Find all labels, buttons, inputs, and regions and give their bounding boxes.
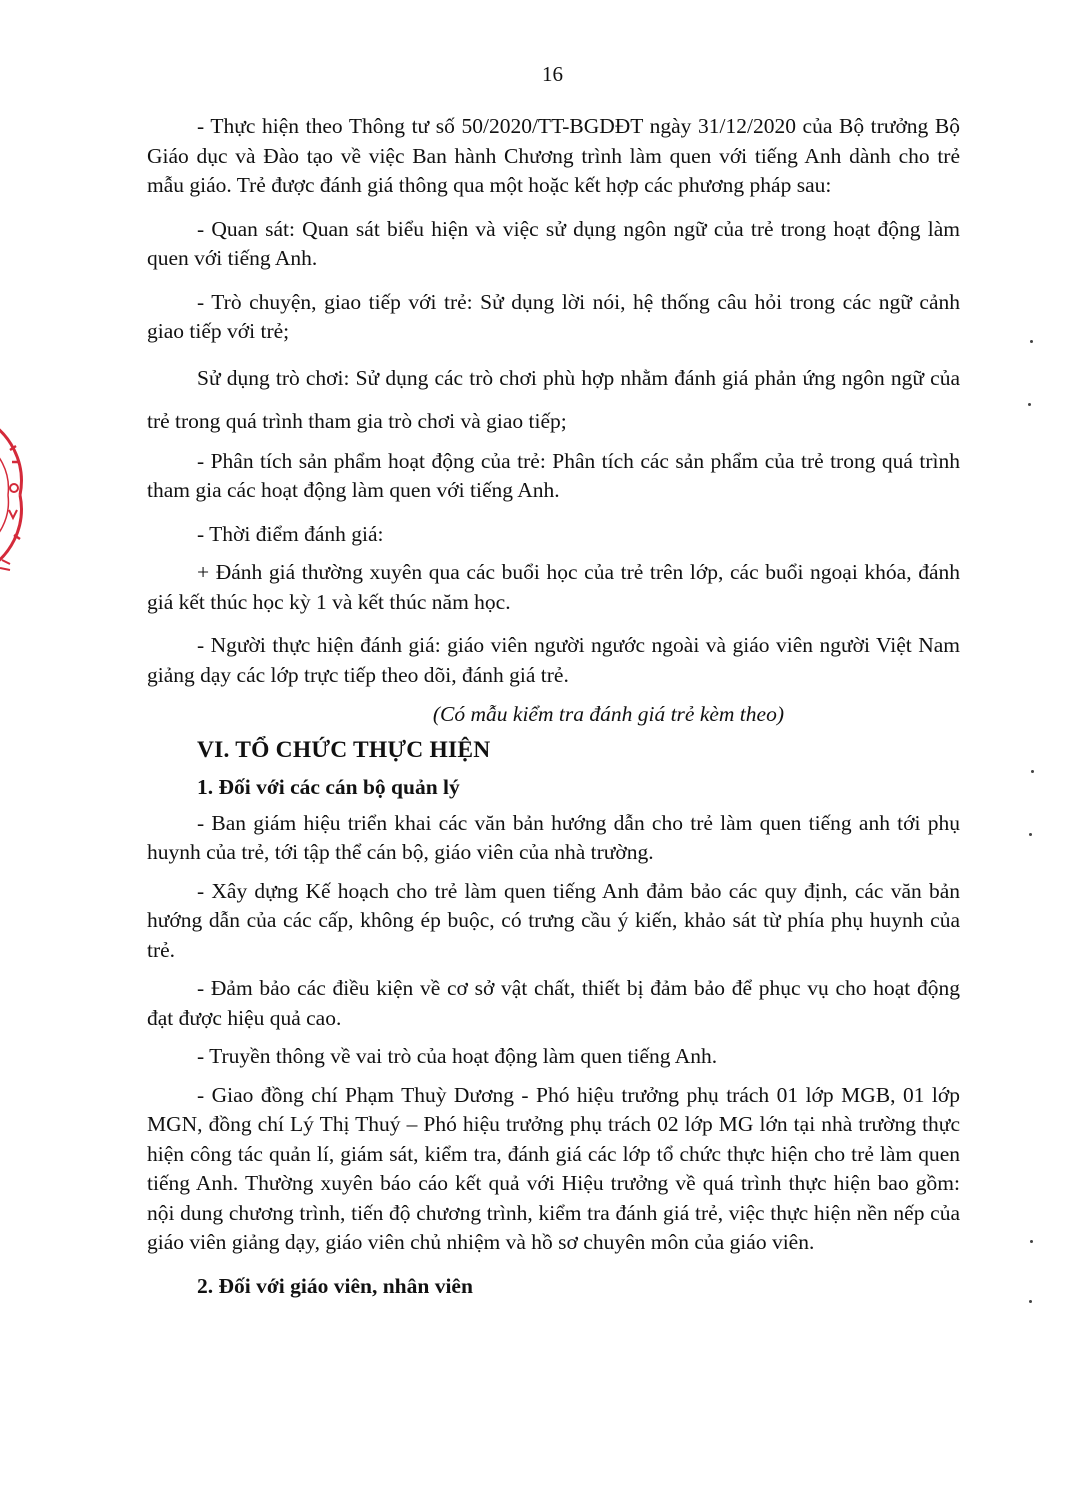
red-seal-stamp bbox=[0, 410, 24, 580]
paragraph-regular-assessment: + Đánh giá thường xuyên qua các buổi học của trẻ trên lớp, các buổi ngoại khóa, đánh giá kết thúc học kỳ 1 và kết thúc năm học. bbox=[147, 560, 960, 614]
document-body bbox=[147, 112, 960, 1307]
scan-speck bbox=[1031, 770, 1034, 773]
page-number: 16 bbox=[542, 62, 563, 86]
attachment-note: (Có mẫu kiểm tra đánh giá trẻ kèm theo) bbox=[432, 702, 784, 726]
paragraph-games: Sử dụng trò chơi: Sử dụng các trò chơi phù hợp nhằm đánh giá phản ứng ngôn ngữ của trẻ trong quá trình tham gia trò chơi và giao tiếp; bbox=[147, 365, 960, 433]
paragraph-assessment-time: - Thời điểm đánh giá: bbox=[197, 521, 384, 546]
scan-speck bbox=[1028, 403, 1031, 406]
subheading-managers: 1. Đối với các cán bộ quản lý bbox=[197, 775, 460, 799]
paragraph-assignment: - Giao đồng chí Phạm Thuỳ Dương - Phó hiệu trưởng phụ trách 01 lớp MGB, 01 lớp MGN, đồng chí Lý Thị Thuý – Phó hiệu trưởng phụ trách 02 lớp MG lớn tại nhà trường thực hiện công tác quản lí, giám sát, kiểm tra, đánh giá các lớp tổ chức thực hiện cho trẻ làm quen tiếng Anh. Thường xuyên báo cáo kết quả với Hiệu trưởng về quá trình thực hiện bao gồm: nội dung chương trình, tiến độ chương trình, kiểm tra đánh giá trẻ, việc thực hiện nền nếp của giáo viên giảng dạy, giáo viên chủ nhiệm và hồ sơ chuyên môn của giáo viên. bbox=[147, 1082, 960, 1254]
scan-speck bbox=[1030, 1240, 1033, 1243]
paragraph-build-plan: - Xây dựng Kế hoạch cho trẻ làm quen tiếng Anh đảm bảo các quy định, các văn bản hướng dẫn của các cấp, không ép buộc, có trưng cầu ý kiến, khảo sát từ phía phụ huynh của trẻ. bbox=[147, 878, 960, 962]
subheading-teachers-staff: 2. Đối với giáo viên, nhân viên bbox=[197, 1273, 473, 1298]
paragraph-communication: - Truyền thông về vai trò của hoạt động làm quen tiếng Anh. bbox=[197, 1044, 718, 1068]
paragraph-observation: - Quan sát: Quan sát biểu hiện và việc sử dụng ngôn ngữ của trẻ trong hoạt động làm quen với tiếng Anh. bbox=[147, 216, 960, 270]
paragraph-assessors: - Người thực hiện đánh giá: giáo viên người ngước ngoài và giáo viên người Việt Nam giảng dạy các lớp trực tiếp theo dõi, đánh giá trẻ. bbox=[147, 633, 960, 687]
paragraph-product-analysis: - Phân tích sản phẩm hoạt động của trẻ: Phân tích các sản phẩm của trẻ trong quá trình tham gia các hoạt động làm quen với tiếng Anh. bbox=[147, 448, 960, 502]
paragraph-board-guidance: - Ban giám hiệu triển khai các văn bản hướng dẫn cho trẻ làm quen tiếng anh tới phụ huynh của trẻ, tới tập thể cán bộ, giáo viên của nhà trường. bbox=[147, 810, 960, 864]
paragraph-conversation: - Trò chuyện, giao tiếp với trẻ: Sử dụng lời nói, hệ thống câu hỏi trong các ngữ cảnh giao tiếp với trẻ; bbox=[147, 289, 960, 343]
scan-speck bbox=[1030, 340, 1033, 343]
paragraph-facilities: - Đảm bảo các điều kiện về cơ sở vật chất, thiết bị đảm bảo để phục vụ cho hoạt động đạt được hiệu quả cao. bbox=[147, 976, 960, 1030]
scan-speck bbox=[1029, 1300, 1032, 1303]
paragraph-circular-reference: - Thực hiện theo Thông tư số 50/2020/TT-BGDĐT ngày 31/12/2020 của Bộ trưởng Bộ Giáo dục và Đào tạo về việc Ban hành Chương trình làm quen với tiếng Anh dành cho trẻ mẫu giáo. Trẻ được đánh giá thông qua một hoặc kết hợp các phương pháp sau: bbox=[147, 114, 960, 197]
scan-speck bbox=[1029, 833, 1032, 836]
section-title: VI. TỔ CHỨC THỰC HIỆN bbox=[197, 736, 491, 763]
